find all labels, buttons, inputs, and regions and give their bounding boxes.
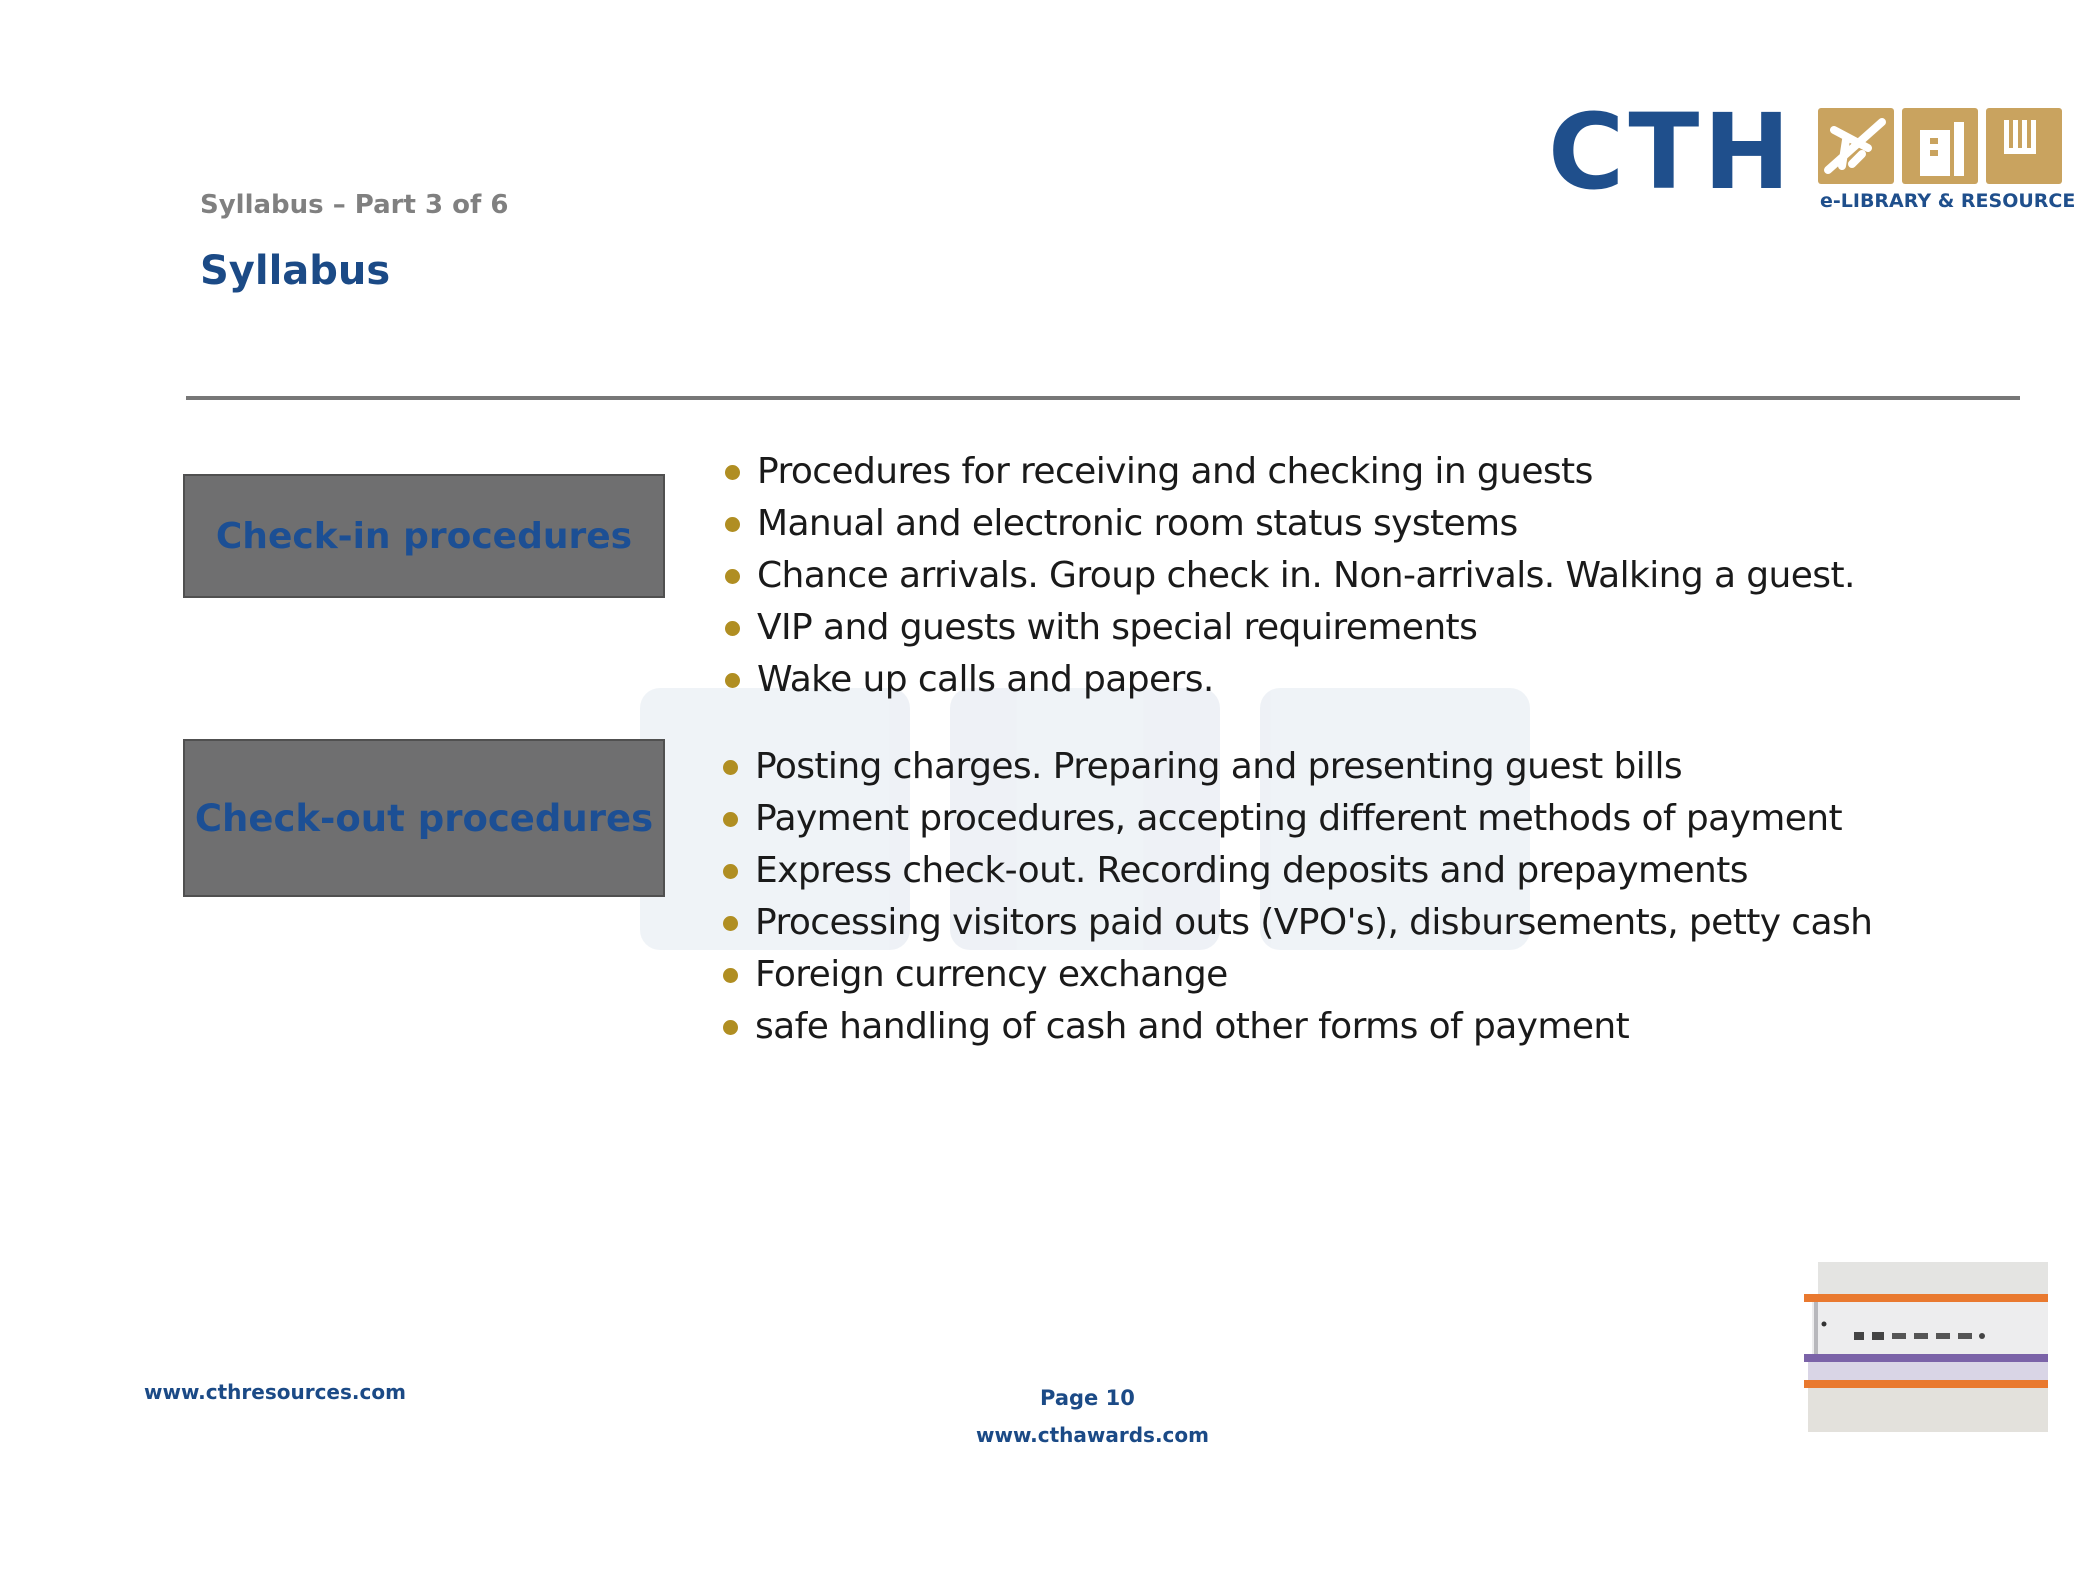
airplane-icon (1818, 108, 1894, 184)
section-heading-box-checkout (183, 739, 665, 897)
checkin-bullet-list (725, 446, 1855, 706)
list-item: Procedures for receiving and checking in guests (725, 446, 1855, 498)
cutlery-icon (1986, 108, 2062, 184)
footer-link-resources[interactable]: www.cthresources.com (144, 1380, 406, 1404)
list-item: safe handling of cash and other forms of payment (723, 1001, 1872, 1053)
section-heading-checkout: Check-out procedures (194, 796, 654, 840)
book-stack-image (1804, 1262, 2048, 1432)
list-item: Wake up calls and papers. (725, 654, 1855, 706)
list-item: Chance arrivals. Group check in. Non-arrivals. Walking a guest. (725, 550, 1855, 602)
footer-link-awards[interactable]: www.cthawards.com (976, 1423, 1209, 1447)
page-subtitle: Syllabus – Part 3 of 6 (200, 190, 509, 220)
building-icon (1902, 108, 1978, 184)
logo-tagline: e-LIBRARY & RESOURCE (1820, 190, 2075, 212)
page-title: Syllabus (200, 248, 391, 294)
list-item: Foreign currency exchange (723, 949, 1872, 1001)
checkout-bullet-list (723, 741, 1872, 1053)
list-item: Posting charges. Preparing and presenting guest bills (723, 741, 1872, 793)
list-item: Processing visitors paid outs (VPO's), disbursements, petty cash (723, 897, 1872, 949)
page-number: Page 10 (1040, 1386, 1135, 1410)
list-item: Express check-out. Recording deposits and prepayments (723, 845, 1872, 897)
cth-logo (1548, 91, 2075, 220)
logo-tiles (1818, 108, 2058, 186)
list-item: Manual and electronic room status systems (725, 498, 1855, 550)
divider-rule (186, 396, 2020, 400)
list-item: Payment procedures, accepting different methods of payment (723, 793, 1872, 845)
section-heading-box-checkin (183, 474, 665, 598)
logo-wordmark: CTH (1548, 91, 1795, 213)
section-heading-checkin: Check-in procedures (215, 515, 633, 557)
list-item: VIP and guests with special requirements (725, 602, 1855, 654)
